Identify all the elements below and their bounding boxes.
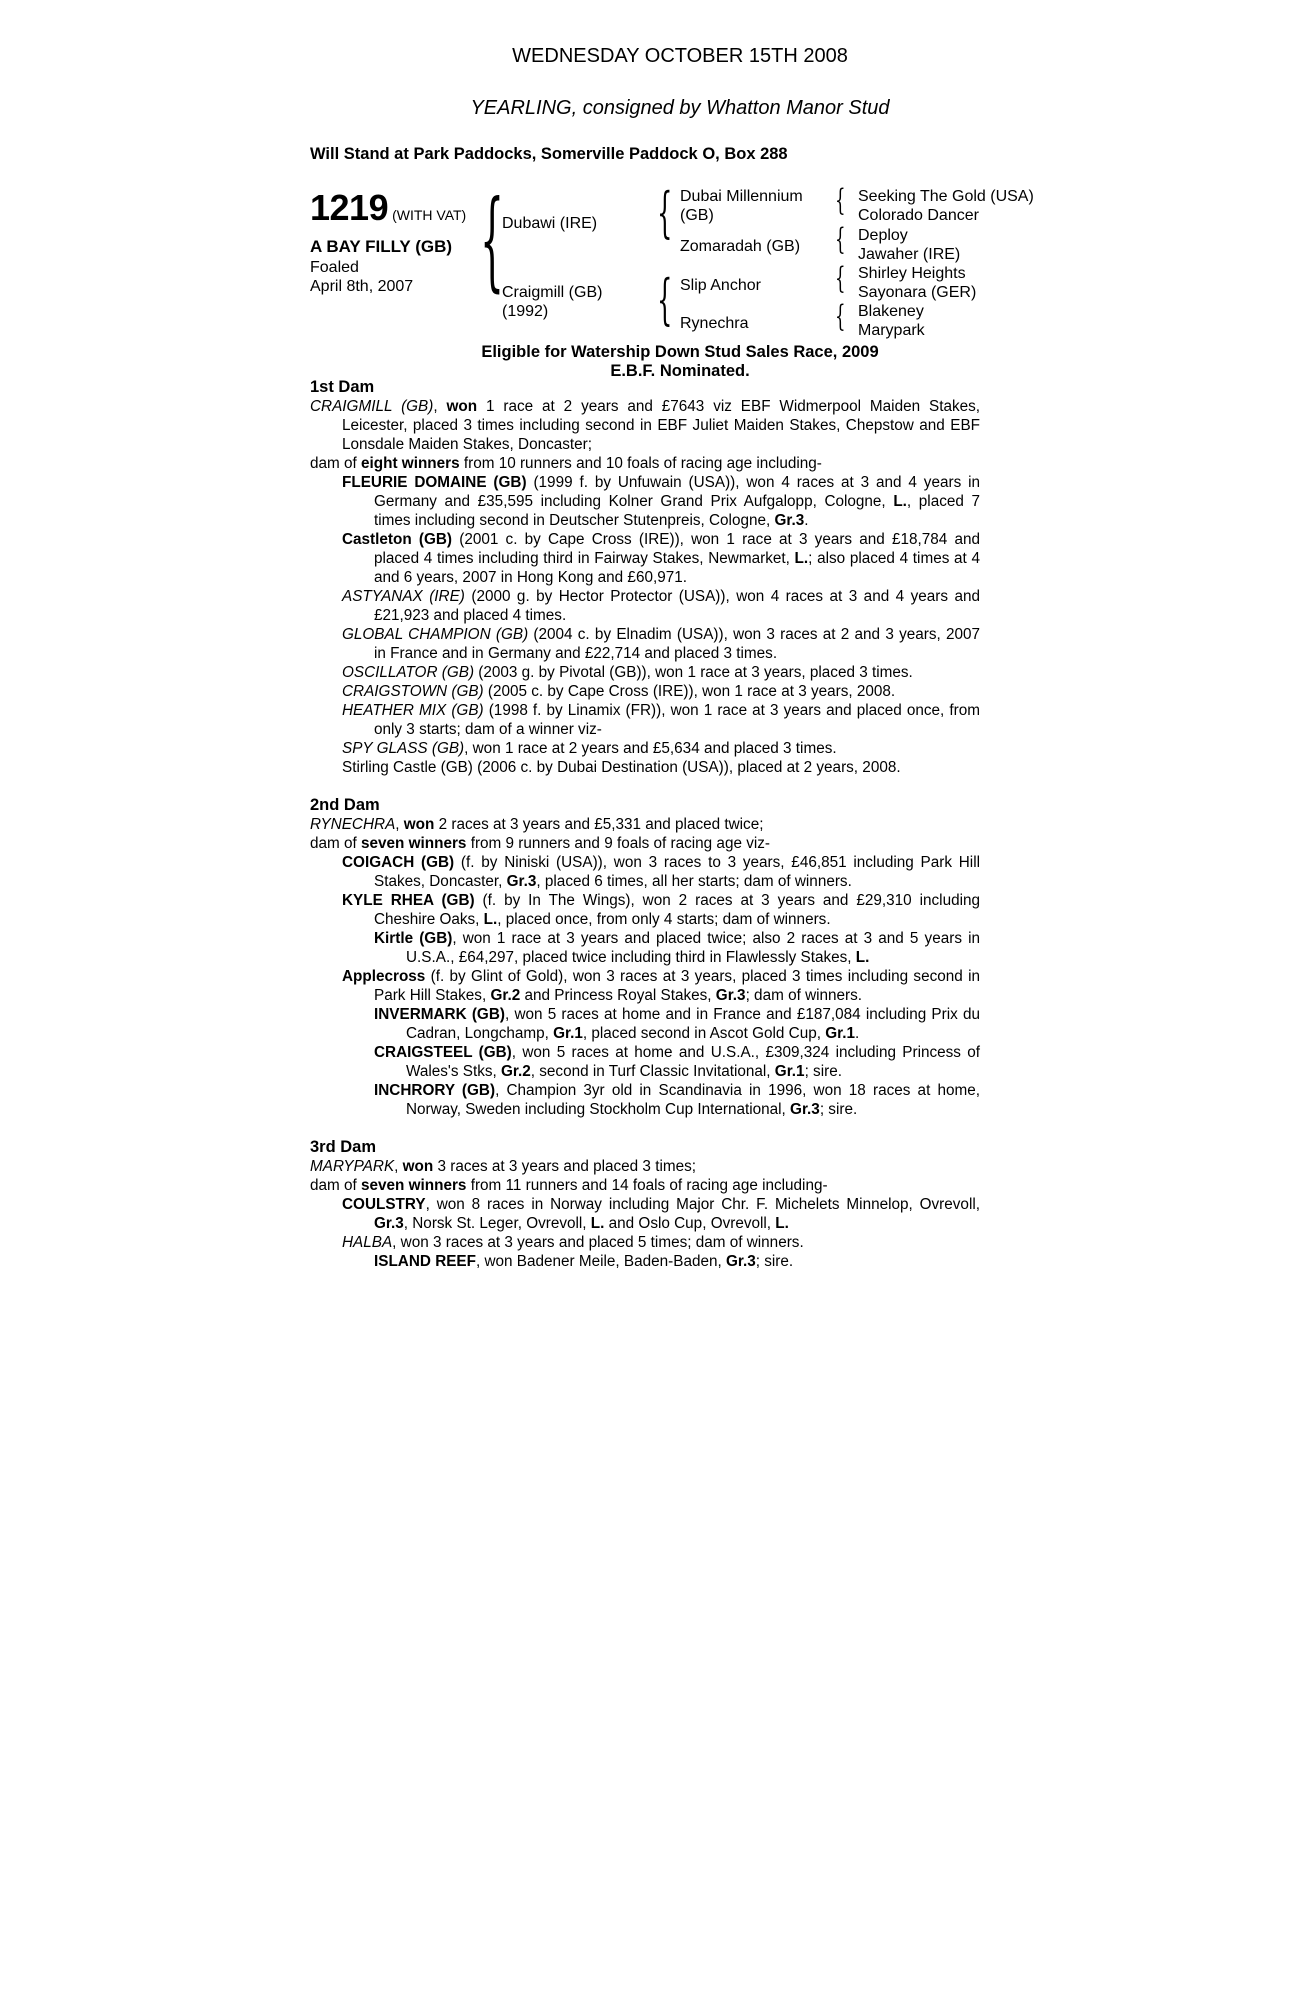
produce-entry: [310, 929, 980, 967]
pedigree-ggp-3: Deploy: [858, 227, 908, 244]
winners-count: seven winners: [361, 1177, 467, 1194]
group-grade: Gr.1: [553, 1025, 583, 1042]
second-dam-produce-summary: [310, 834, 980, 853]
produce-entry: [310, 682, 980, 701]
eligibility-notes: [310, 343, 1050, 381]
second-dam-name: RYNECHRA: [310, 816, 396, 833]
group-grade: Gr.3: [506, 873, 537, 890]
runner-record: ; dam of winners.: [745, 987, 863, 1004]
listed-grade: L.: [794, 550, 809, 567]
pedigree-ggp-1: Seeking The Gold (USA): [858, 188, 1034, 205]
runner-record: (f. by Niniski (USA)), won 3 races to 3 years, £46,851 including Park Hill Stakes, Doncaster,: [374, 854, 980, 890]
produce-entry: [310, 853, 980, 891]
runner-name: CRAIGSTEEL (GB): [374, 1044, 512, 1061]
pedigree-brace: {: [835, 183, 846, 218]
runner-name: HALBA: [342, 1234, 393, 1251]
first-dam-heading: 1st Dam: [310, 378, 375, 396]
pedigree-sire-sire: [680, 187, 803, 225]
listed-grade: L.: [893, 493, 907, 510]
pedigree-dam-year: (1992): [502, 303, 549, 320]
runner-name: COULSTRY: [342, 1196, 426, 1213]
runner-record: (1999 f. by Unfuwain (USA)), won 4 races at 3 and 4 years in Germany and £35,595 including Kolner Grand Prix Aufgalopp, Cologne,: [374, 474, 980, 510]
group-grade: Gr.2: [501, 1063, 531, 1080]
ebf-nomination: E.B.F. Nominated.: [610, 362, 750, 380]
runner-record: Stirling Castle (GB) (2006 c. by Dubai Destination (USA)), placed at 2 years, 2008.: [342, 759, 901, 776]
produce-entry: [310, 1252, 980, 1271]
first-dam-record-text: 1 race at 2 years and £7643 viz EBF Widmerpool Maiden Stakes, Leicester, placed 3 times including second in EBF Juliet Maiden Stakes, Chepstow and EBF Lonsdale Maiden Stakes, Doncaster;: [342, 398, 981, 453]
group-grade: Gr.3: [774, 512, 805, 529]
foaled-label: Foaled: [310, 259, 359, 276]
runner-record: (2003 g. by Pivotal (GB)), won 1 race at 3 years, placed 3 times.: [474, 664, 913, 681]
foaled-info: [310, 258, 413, 296]
produce-entry: [310, 701, 980, 739]
winners-count: seven winners: [361, 835, 467, 852]
produce-entry: [310, 530, 980, 587]
foaled-date: April 8th, 2007: [310, 278, 414, 295]
listed-grade: L.: [483, 911, 498, 928]
runner-record: , Champion 3yr old in Scandinavia in 1996, won 18 races at home, Norway, Sweden including Stockholm Cup International,: [406, 1082, 981, 1118]
runner-record: and Princess Royal Stakes,: [520, 987, 716, 1004]
runner-record: , placed once, from only 4 starts; dam of winners.: [497, 911, 831, 928]
group-grade: Gr.3: [374, 1215, 404, 1232]
runner-name: Castleton (GB): [342, 531, 453, 548]
produce-entry: [310, 891, 980, 929]
runner-record: , won 5 races at home and in France and £187,084 including Prix du Cadran, Longchamp,: [406, 1006, 980, 1042]
pedigree-ggp-4: Jawaher (IRE): [858, 246, 961, 263]
pedigree-brace: {: [657, 181, 673, 244]
runner-name: FLEURIE DOMAINE (GB): [342, 474, 527, 491]
listed-grade: L.: [855, 949, 870, 966]
runner-name: ISLAND REEF: [374, 1253, 476, 1270]
runner-record: ; sire.: [804, 1063, 842, 1080]
dam-of-label: dam of: [310, 1177, 362, 1194]
sales-race-eligibility: Eligible for Watership Down Stud Sales Race, 2009: [481, 343, 879, 361]
third-dam-record: MARYPARK, won 3 races at 3 years and placed 3 times;: [310, 1158, 696, 1175]
pedigree-brace: {: [835, 222, 846, 257]
runner-record: (f. by Glint of Gold), won 3 races at 3 years, placed 3 times including second in Park Hill Stakes,: [374, 968, 980, 1004]
runner-name: HEATHER MIX (GB): [342, 702, 484, 719]
runner-name: CRAIGSTOWN (GB): [342, 683, 484, 700]
sale-date: WEDNESDAY OCTOBER 15TH 2008: [512, 45, 848, 67]
runner-record: (2004 c. by Elnadim (USA)), won 3 races at 2 and 3 years, 2007 in France and in Germany and £22,714 and placed 3 times.: [374, 626, 980, 662]
winners-count: eight winners: [361, 455, 460, 472]
pedigree-brace: {: [657, 268, 673, 331]
pedigree-dam-dam: Rynechra: [680, 315, 749, 332]
pedigree-sire-sire-suffix: (GB): [680, 207, 714, 224]
runner-record: , won 1 race at 2 years and £5,634 and placed 3 times.: [464, 740, 837, 757]
produce-entry: [310, 967, 980, 1005]
runner-record: , Norsk St. Leger, Ovrevoll,: [403, 1215, 591, 1232]
lot-heading: [310, 187, 466, 229]
produce-summary-text: from 11 runners and 14 foals of racing age including-: [466, 1177, 828, 1194]
runner-record: , won 1 race at 3 years and placed twice; also 2 races at 3 and 5 years in U.S.A., £64,297, placed twice including third in Flawlessly Stakes,: [406, 930, 980, 966]
runner-record: , won Badener Meile, Baden-Baden,: [475, 1253, 726, 1270]
runner-record: (1998 f. by Linamix (FR)), won 1 race at 3 years and placed once, from only 3 starts; dam of a winner viz-: [374, 702, 980, 738]
runner-name: OSCILLATOR (GB): [342, 664, 475, 681]
pedigree-sire-sire-name: Dubai Millennium: [680, 188, 803, 205]
second-dam-won: won: [403, 816, 435, 833]
runner-name: SPY GLASS (GB): [342, 740, 465, 757]
runner-record: , won 3 races at 3 years and placed 5 times; dam of winners.: [392, 1234, 804, 1251]
runner-name: COIGACH (GB): [342, 854, 455, 871]
pedigree-sire-dam: Zomaradah (GB): [680, 238, 801, 255]
third-dam-record-text: 3 races at 3 years and placed 3 times;: [433, 1158, 696, 1175]
first-dam-record: CRAIGMILL (GB), won 1 race at 2 years and £7643 viz EBF Widmerpool Maiden Stakes, Leicester, placed 3 times including second in EBF Juliet Maiden Stakes, Chepstow and EBF Lonsdale Maiden Stakes, Doncaster;: [310, 398, 981, 453]
produce-entry: [310, 1233, 980, 1252]
pedigree-brace: {: [480, 178, 505, 303]
runner-name: Kirtle (GB): [374, 930, 453, 947]
runner-record: (f. by In The Wings), won 2 races at 3 years and £29,310 including Cheshire Oaks,: [374, 892, 980, 928]
runner-name: KYLE RHEA (GB): [342, 892, 475, 909]
listed-grade: L.: [775, 1215, 789, 1232]
group-grade: Gr.2: [490, 987, 521, 1004]
second-dam-record-text: 2 races at 3 years and £5,331 and placed twice;: [434, 816, 764, 833]
pedigree-ggp-7: Blakeney: [858, 303, 924, 320]
produce-entry: [310, 663, 980, 682]
first-dam-won: won: [446, 398, 478, 415]
produce-entry: [310, 758, 980, 777]
runner-record: and Oslo Cup, Ovrevoll,: [604, 1215, 776, 1232]
produce-entry: FLEURIE DOMAINE (GB) (1999 f. by Unfuwain (USA)), won 4 races at 3 and 4 years in Germany and £35,595 including Kolner Grand Prix Aufgalopp, Cologne, L., placed 7 times including second in Deutscher Stutenpreis, Cologne, Gr.3.: [342, 474, 980, 529]
produce-entry: [310, 739, 980, 758]
runner-record: (2005 c. by Cape Cross (IRE)), won 1 race at 3 years, 2008.: [483, 683, 896, 700]
third-dam-produce-summary: [310, 1176, 980, 1195]
runner-record: , placed 6 times, all her starts; dam of winners.: [536, 873, 852, 890]
runner-record: , won 5 races at home and U.S.A., £309,324 including Princess of Wales's Stks,: [406, 1044, 980, 1080]
group-grade: Gr.1: [774, 1063, 805, 1080]
listed-grade: L.: [590, 1215, 605, 1232]
horse-description: A BAY FILLY (GB): [310, 237, 453, 256]
third-dam-heading: 3rd Dam: [310, 1138, 377, 1156]
produce-entry: [310, 1043, 980, 1081]
pedigree-dam-sire: Slip Anchor: [680, 277, 761, 294]
runner-name: ASTYANAX (IRE): [342, 588, 465, 605]
vat-note: (WITH VAT): [392, 207, 467, 223]
runner-record: (2000 g. by Hector Protector (USA)), won 4 races at 3 and 4 years and £21,923 and placed 4 times.: [374, 588, 980, 624]
pedigree-brace: {: [835, 299, 846, 334]
pedigree-ggp-5: Shirley Heights: [858, 265, 966, 282]
produce-entry: [310, 1081, 980, 1119]
pedigree-sire: Dubawi (IRE): [502, 215, 598, 232]
second-dam-heading: 2nd Dam: [310, 796, 380, 814]
produce-entry: [310, 587, 980, 625]
first-dam-produce-summary: [310, 454, 980, 473]
third-dam-name: MARYPARK: [310, 1158, 395, 1175]
runner-record: , placed 7 times including second in Deutscher Stutenpreis, Cologne,: [374, 493, 980, 529]
first-dam-name: CRAIGMILL (GB): [310, 398, 434, 415]
second-dam-record: RYNECHRA, won 2 races at 3 years and £5,331 and placed twice;: [310, 816, 764, 833]
produce-summary-text: from 10 runners and 10 foals of racing age including-: [459, 455, 822, 472]
pedigree-ggp-8: Marypark: [858, 322, 925, 339]
produce-summary-text: from 9 runners and 9 foals of racing age viz-: [466, 835, 770, 852]
produce-entry: INVERMARK (GB), won 5 races at home and in France and £187,084 including Prix du Cadran, Longchamp, Gr.1, placed second in Ascot Gold Cup, Gr.1.: [374, 1006, 980, 1042]
produce-entry: [310, 625, 980, 663]
pedigree-dam-name: Craigmill (GB): [502, 284, 603, 301]
group-grade: Gr.3: [715, 987, 746, 1004]
produce-record: [310, 378, 980, 1271]
dam-of-label: dam of: [310, 455, 362, 472]
dam-of-label: dam of: [310, 835, 362, 852]
group-grade: Gr.3: [790, 1101, 820, 1118]
runner-name: GLOBAL CHAMPION (GB): [342, 626, 529, 643]
runner-name: Applecross: [342, 968, 426, 985]
third-dam-won: won: [402, 1158, 434, 1175]
runner-record: , won 8 races in Norway including Major Chr. F. Michelets Minnelop, Ovrevoll,: [425, 1196, 980, 1213]
lot-number: 1219: [310, 187, 389, 228]
produce-entry: [310, 1195, 980, 1233]
group-grade: Gr.3: [726, 1253, 756, 1270]
runner-name: INVERMARK (GB): [374, 1006, 505, 1023]
runner-record: ; also placed 4 times at 4 and 6 years, 2007 in Hong Kong and £60,971.: [374, 550, 980, 586]
stand-location: Will Stand at Park Paddocks, Somerville Paddock O, Box 288: [310, 145, 788, 163]
runner-record: , second in Turf Classic Invitational,: [530, 1063, 775, 1080]
runner-record: , placed second in Ascot Gold Cup,: [582, 1025, 826, 1042]
consignment-line: YEARLING, consigned by Whatton Manor Stud: [470, 97, 890, 119]
pedigree-ggp-2: Colorado Dancer: [858, 207, 979, 224]
runner-record: (2001 c. by Cape Cross (IRE)), won 1 race at 3 years and £18,784 and placed 4 times including third in Fairway Stakes, Newmarket,: [374, 531, 980, 567]
runner-record: ; sire.: [819, 1101, 858, 1118]
pedigree-dam: [502, 283, 602, 321]
runner-record: ; sire.: [755, 1253, 794, 1270]
pedigree-brace: {: [835, 261, 846, 296]
group-grade: Gr.1: [825, 1025, 856, 1042]
pedigree-ggp-6: Sayonara (GER): [858, 284, 977, 301]
runner-name: INCHRORY (GB): [374, 1082, 496, 1099]
